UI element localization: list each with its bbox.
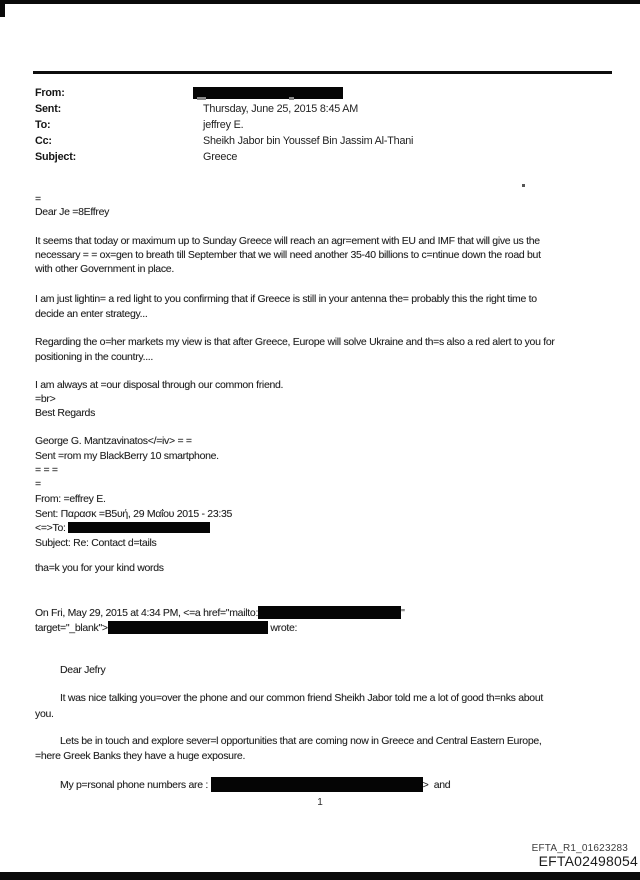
scan-artifact-descender: [289, 97, 294, 100]
closing-line: Best Regards: [35, 407, 96, 419]
header-divider: [33, 71, 612, 74]
header-row-from: [35, 85, 615, 101]
quoted-phone-line: [60, 777, 450, 792]
redaction-bar: [68, 522, 210, 533]
cc-value: Sheikh Jabor bin Youssef Bin Jassim Al-Thani: [203, 135, 414, 147]
scan-edge-top: [0, 0, 640, 4]
quoted-to-prefix: <=>To:: [35, 522, 69, 534]
scan-artifact-descender: [197, 97, 206, 100]
bates-number-large: EFTA02498054: [538, 853, 638, 869]
scan-edge-bottom: [0, 872, 640, 880]
email-header: [35, 85, 615, 165]
scan-artifact-dot: [522, 184, 525, 187]
body-line: tha=k you for your kind words: [35, 562, 164, 574]
to-label: To:: [35, 119, 51, 131]
from-label: From:: [35, 87, 65, 99]
redaction-bar: [108, 621, 268, 634]
phone-prefix: My p=rsonal phone numbers are :: [60, 779, 211, 791]
header-row-cc: [35, 133, 615, 149]
quoted-body-line: It was nice talking you=over the phone and our common friend Sheikh Jabor told me a lot of good th=nks about: [60, 692, 544, 704]
redaction-bar: [211, 777, 423, 792]
quoted-salutation-line: Dear Jefry: [60, 664, 106, 676]
phone-suffix: > and: [422, 779, 451, 791]
encoding-artifact-line: =br>: [35, 393, 56, 405]
from-value: [203, 85, 343, 101]
body-line: I am just lightin= a red light to you confirming that if Greece is still in your antenna the= probably this the right time to: [35, 293, 537, 305]
redaction-bar: [193, 87, 343, 99]
scan-edge-corner: [0, 0, 5, 17]
quoted-body-line: you.: [35, 708, 54, 720]
subject-label: Subject:: [35, 151, 76, 163]
mailto-suffix: ": [401, 607, 405, 619]
to-value: jeffrey E.: [203, 119, 244, 131]
body-line: I am always at =our disposal through our common friend.: [35, 379, 284, 391]
quoted-from-line: From: =effrey E.: [35, 493, 106, 505]
bates-number-small: EFTA_R1_01623283: [531, 843, 628, 854]
quoted-subject-line: Subject: Re: Contact d=tails: [35, 537, 157, 549]
encoding-artifact-line: = = =: [35, 464, 58, 476]
header-row-subject: [35, 149, 615, 165]
redaction-bar: [258, 606, 401, 619]
header-row-to: [35, 117, 615, 133]
encoding-artifact-line: =: [35, 193, 41, 205]
signature-name-line: George G. Mantzavinatos</=iv> = =: [35, 435, 192, 447]
body-line: Regarding the o=her markets my view is that after Greece, Europe will solve Ukraine and th=s also a red alert to you for: [35, 336, 555, 348]
subject-value: Greece: [203, 151, 238, 163]
body-line: with other Government in place.: [35, 263, 174, 275]
body-line: It seems that today or maximum up to Sunday Greece will reach an agr=ement with EU and IMF that will give us the: [35, 235, 540, 247]
body-line: decide an enter strategy...: [35, 308, 148, 320]
target-suffix: wrote:: [267, 622, 298, 634]
body-line: positioning in the country....: [35, 351, 154, 363]
quoted-body-line: =here Greek Banks they have a huge exposure.: [35, 750, 246, 762]
sent-label: Sent:: [35, 103, 61, 115]
header-row-sent: [35, 101, 615, 117]
target-prefix: target="_blank">: [35, 622, 108, 634]
mailto-prefix: On Fri, May 29, 2015 at 4:34 PM, <=a href="mailto:: [35, 607, 259, 619]
quoted-body-line: Lets be in touch and explore sever=l opportunities that are coming now in Greece and Central Eastern Europe,: [60, 735, 542, 747]
page-number: 1: [317, 797, 323, 808]
quoted-sent-line: Sent: Παρασκ =Β5υή, 29 Μαΐου 2015 - 23:35: [35, 508, 233, 520]
quoted-attribution-line: [35, 606, 405, 620]
body-line: necessary = = ox=gen to breath till September that we will need another 35-40 billions to c=ntinue down the road but: [35, 249, 541, 261]
sent-value: Thursday, June 25, 2015 8:45 AM: [203, 103, 359, 115]
quoted-to-line: [35, 522, 210, 535]
encoding-artifact-line: =: [35, 478, 41, 490]
salutation-line: Dear Je =8Effrey: [35, 206, 110, 218]
signature-sent-from-line: Sent =rom my BlackBerry 10 smartphone.: [35, 450, 219, 462]
cc-label: Cc:: [35, 135, 52, 147]
quoted-attribution-line: [35, 621, 297, 635]
